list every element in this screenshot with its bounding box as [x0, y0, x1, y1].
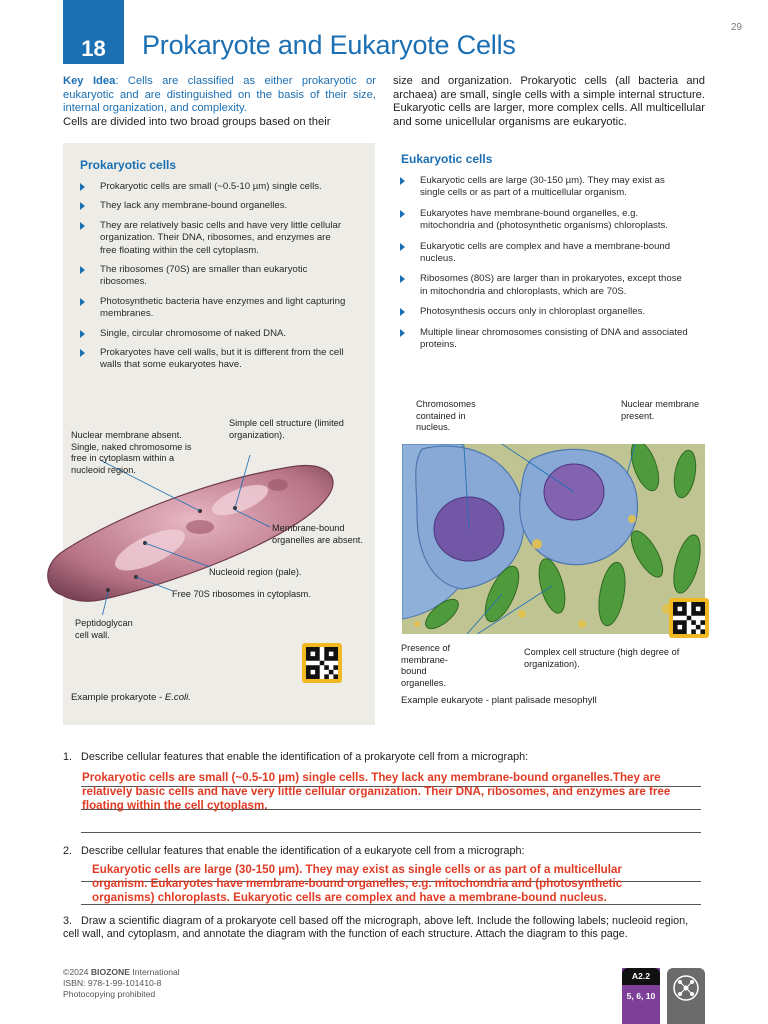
label-nuclear-membrane-present: Nuclear membrane present.	[621, 399, 700, 421]
prokaryotic-bullet: They are relatively basic cells and have very little cellular organization. Their DNA, ribosomes, and enzymes are free floating within the cell cytoplasm.	[78, 220, 346, 257]
label-complex-structure: Complex cell structure (high degree of organization).	[524, 647, 680, 669]
chapter-number: 18	[81, 36, 106, 61]
label-simple-structure: Simple cell structure (limited organization).	[229, 418, 344, 440]
prokaryote-caption: Example prokaryote - E.coli.	[71, 692, 191, 703]
label-chromosomes-in-nucleus: Chromosomes contained in nucleus.	[416, 399, 476, 432]
eukaryotic-bullet: Eukaryotic cells are complex and have a membrane-bound nucleus.	[398, 241, 688, 266]
key-idea-label: Key Idea	[63, 75, 116, 87]
intro-left-body: Cells are divided into two broad groups based on their	[63, 115, 331, 128]
eukaryote-caption: Example eukaryote - plant palisade mesophyll	[401, 695, 597, 706]
prokaryotic-bullet-list	[78, 181, 346, 372]
intro-right-column: size and organization. Prokaryotic cells (all bacteria and archaea) are small, single cells with a simple internal structure. Eukaryotic cells are larger, more complex cells. All multicellular and some unicellular organisms are eukaryotic.	[393, 75, 705, 128]
triangle-bullet-icon	[400, 177, 405, 185]
prokaryotic-title: Prokaryotic cells	[80, 158, 177, 172]
palisade-mesophyll-micrograph	[402, 444, 705, 634]
chapter-number-tab	[63, 0, 124, 64]
footer-credits	[63, 967, 180, 1000]
question-2	[63, 845, 525, 858]
copy-notice: Photocopying prohibited	[63, 989, 156, 999]
network-badge[interactable]	[667, 968, 705, 1024]
prokaryotic-bullet: Photosynthetic bacteria have enzymes and light capturing membranes.	[78, 296, 346, 321]
prokaryotic-bullet: Single, circular chromosome of naked DNA.	[78, 328, 346, 340]
brand-name: BIOZONE	[90, 967, 130, 977]
triangle-bullet-icon	[80, 202, 85, 210]
question-text: Describe cellular features that enable the identification of a prokaryote cell from a micrograph:	[81, 751, 529, 763]
label-membrane-bound-absent: Membrane-bound organelles are absent.	[272, 523, 363, 545]
network-nodes-icon	[667, 968, 705, 1008]
question-text: Describe cellular features that enable the identification of a eukaryote cell from a micrograph:	[81, 845, 525, 857]
triangle-bullet-icon	[80, 183, 85, 191]
page-number: 29	[730, 22, 742, 33]
label-free-ribosomes: Free 70S ribosomes in cytoplasm.	[172, 589, 311, 599]
label-membrane-bound-presence: Presence of membrane-bound organelles.	[401, 643, 451, 688]
triangle-bullet-icon	[80, 349, 85, 357]
question-text: Draw a scientific diagram of a prokaryote cell based off the micrograph, above left. Include the following labels; nucleoid region, cell wall, and cytoplasm, and annotate the diagram with the function of each structure. Attach the diagram to this page.	[63, 915, 689, 940]
eukaryotic-bullet: Ribosomes (80S) are larger than in prokaryotes, except those in mitochondria and chloroplasts, which are 70S.	[398, 273, 688, 298]
qr-code-icon	[306, 647, 338, 679]
question-number: 1.	[63, 751, 73, 763]
triangle-bullet-icon	[400, 275, 405, 283]
triangle-bullet-icon	[80, 222, 85, 230]
key-idea	[63, 75, 376, 114]
prokaryotic-bullet: Prokaryotes have cell walls, but it is different from the cell walls that some eukaryotes have.	[78, 347, 346, 372]
answer-1-field[interactable]: Prokaryotic cells are small (~0.5-10 µm) single cells. They lack any membrane-bound organelles.They are relatively basic cells and have very little cellular organization. Their DNA, ribosomes, and enzymes are free floating within the cell cytoplasm.	[82, 771, 671, 812]
eukaryotic-bullet: Eukaryotes have membrane-bound organelles, e.g. mitochondria and (photosynthetic organisms) chloroplasts.	[398, 208, 688, 233]
page-title: Prokaryote and Eukaryote Cells	[142, 30, 516, 60]
triangle-bullet-icon	[400, 210, 405, 218]
copyright: ©2024 BIOZONE International	[63, 967, 180, 977]
qr-code-eukaryote[interactable]	[669, 598, 709, 638]
triangle-bullet-icon	[80, 266, 85, 274]
answer-2-field[interactable]: Eukaryotic cells are large (30-150 µm). They may exist as single cells or as part of a multicellular organism. Eukaryotes have membrane-bound organelles, e.g. mitochondria and (photosynthetic organisms) chloroplasts. Eukaryotic cells are complex and have a membrane-bound nucleus.	[92, 863, 623, 904]
eukaryotic-bullet: Photosynthesis occurs only in chloroplast organelles.	[398, 306, 688, 318]
badge-links: 5, 6, 10	[626, 991, 656, 1001]
eukaryotic-title: Eukaryotic cells	[401, 152, 493, 166]
prokaryotic-bullet: They lack any membrane-bound organelles.	[78, 200, 346, 212]
triangle-bullet-icon	[400, 243, 405, 251]
answer-line	[81, 832, 701, 833]
question-3	[63, 915, 703, 941]
prokaryotic-bullet: The ribosomes (70S) are smaller than eukaryotic ribosomes.	[78, 264, 346, 289]
curriculum-badge[interactable]	[622, 968, 660, 1024]
triangle-bullet-icon	[400, 329, 405, 337]
isbn: ISBN: 978-1-99-101410-8	[63, 978, 162, 988]
label-nuclear-membrane-absent: Nuclear membrane absent. Single, naked chromosome is free in cytoplasm within a nucleoid region.	[71, 430, 192, 475]
prokaryotic-bullet: Prokaryotic cells are small (~0.5-10 µm) single cells.	[78, 181, 346, 193]
question-number: 2.	[63, 845, 73, 857]
eukaryotic-bullet: Eukaryotic cells are large (30-150 µm). They may exist as single cells or as part of a multicellular organism.	[398, 175, 688, 200]
triangle-bullet-icon	[400, 308, 405, 316]
intro-left-column	[63, 75, 376, 129]
eukaryotic-bullet-list	[398, 175, 688, 351]
triangle-bullet-icon	[80, 298, 85, 306]
eukaryotic-bullet: Multiple linear chromosomes consisting of DNA and associated proteins.	[398, 327, 688, 352]
qr-code-icon	[673, 602, 705, 634]
label-cell-wall: Peptidoglycan cell wall.	[75, 618, 133, 640]
question-number: 3.	[63, 915, 73, 927]
key-idea-text: : Cells are classified as either prokaryotic or eukaryotic and are distinguished on the basis of their size, internal organization, and complexity.	[63, 75, 376, 114]
triangle-bullet-icon	[80, 330, 85, 338]
badge-code: A2.2	[622, 968, 660, 985]
qr-code-prokaryote[interactable]	[302, 643, 342, 683]
question-1	[63, 751, 528, 764]
label-nucleoid-region: Nucleoid region (pale).	[209, 567, 302, 577]
